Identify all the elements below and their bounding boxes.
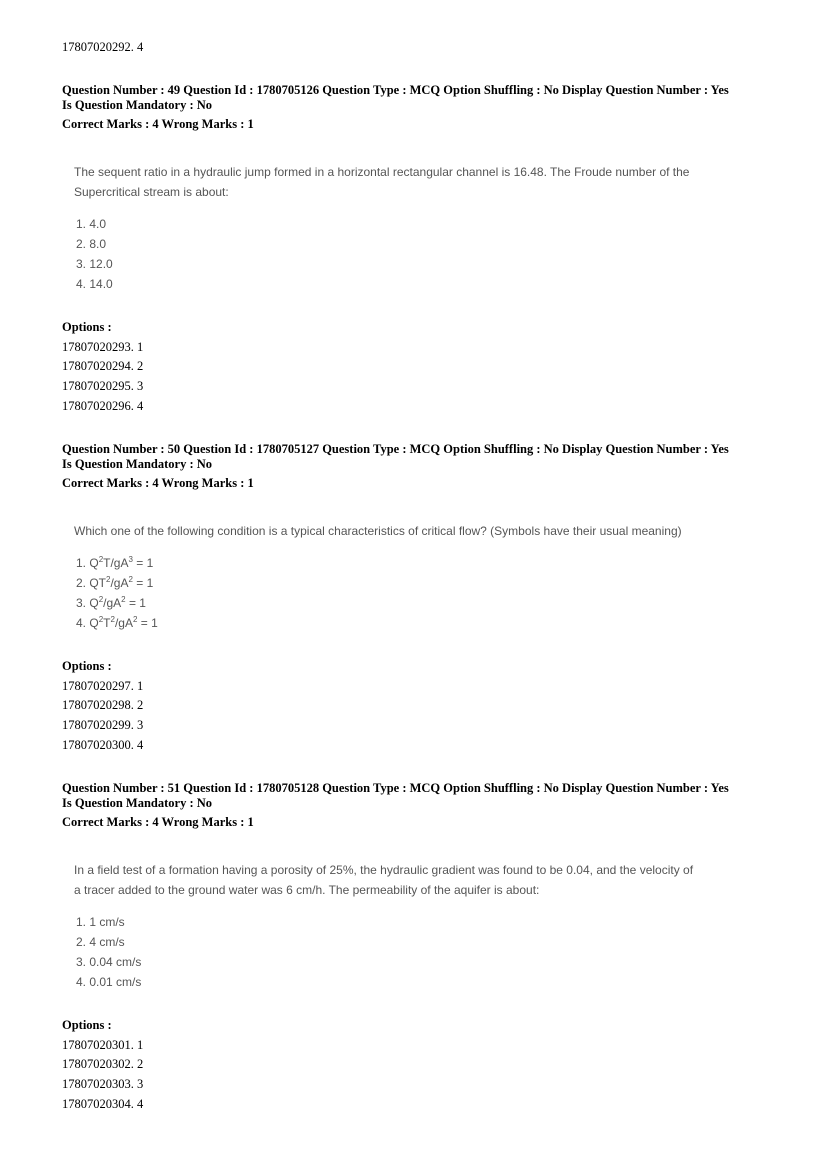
question-stem: Which one of the following condition is a typical characteristics of critical flow? (Symbols have their usual meaning) (74, 524, 682, 538)
choice-item: 3. 0.04 cm/s (76, 955, 142, 969)
option-id: 17807020303. 3 (62, 1077, 144, 1091)
option-id: 17807020294. 2 (62, 359, 144, 373)
choice-item: 1. 1 cm/s (76, 915, 125, 929)
question-stem: The sequent ratio in a hydraulic jump formed in a horizontal rectangular channel is 16.48. The Froude number of the (74, 165, 690, 179)
option-id: 17807020298. 2 (62, 698, 144, 712)
choice-item: 1. $Q^2T/gA^3 = 1$ (76, 555, 154, 570)
choice-item: 2. 8.0 (76, 237, 107, 251)
option-id: 17807020295. 3 (62, 379, 144, 393)
option-id: 17807020297. 1 (62, 679, 144, 693)
option-id: 17807020296. 4 (62, 399, 144, 413)
question-mandatory: Is Question Mandatory : No (62, 796, 213, 810)
option-id: 17807020302. 2 (62, 1057, 144, 1071)
option-id: 17807020299. 3 (62, 718, 144, 732)
question-stem-cont: a tracer added to the ground water was 6 cm/h. The permeability of the aquifer is about: (74, 883, 540, 897)
choice-item: 4. 14.0 (76, 277, 113, 291)
question-header: Question Number : 50 Question Id : 1780705127 Question Type : MCQ Option Shuffling : No Display Question Number : Yes (62, 442, 729, 456)
question-body-image (74, 860, 774, 992)
question-mandatory: Is Question Mandatory : No (62, 98, 213, 112)
option-id: 17807020300. 4 (62, 738, 144, 752)
choice-item: 1. 4.0 (76, 217, 107, 231)
choice-item: 4. $Q^2T^2/gA^2 = 1$ (76, 615, 158, 630)
choice-item: 2. $QT^2/gA^2 = 1$ (76, 575, 154, 590)
question-header: Question Number : 51 Question Id : 1780705128 Question Type : MCQ Option Shuffling : No Display Question Number : Yes (62, 781, 729, 795)
choice-item: 4. 0.01 cm/s (76, 975, 142, 989)
choice-item: 2. 4 cm/s (76, 935, 125, 949)
question-header: Question Number : 49 Question Id : 1780705126 Question Type : MCQ Option Shuffling : No Display Question Number : Yes (62, 83, 729, 97)
options-label: Options : (62, 659, 112, 673)
question-stem: In a field test of a formation having a porosity of 25%, the hydraulic gradient was found to be 0.04, and the velocity of (74, 863, 694, 877)
question-marks: Correct Marks : 4 Wrong Marks : 1 (62, 476, 254, 490)
previous-option-line: 17807020292. 4 (62, 40, 144, 54)
question-body-image (74, 521, 774, 633)
question-marks: Correct Marks : 4 Wrong Marks : 1 (62, 117, 254, 131)
choice-item: 3. $Q^2/gA^2 = 1$ (76, 595, 146, 610)
option-id: 17807020293. 1 (62, 340, 144, 354)
option-id: 17807020301. 1 (62, 1038, 144, 1052)
question-stem-cont: Supercritical stream is about: (74, 185, 229, 199)
options-label: Options : (62, 1018, 112, 1032)
options-label: Options : (62, 320, 112, 334)
question-mandatory: Is Question Mandatory : No (62, 457, 213, 471)
option-id: 17807020304. 4 (62, 1097, 144, 1111)
choice-item: 3. 12.0 (76, 257, 113, 271)
question-body-image (74, 162, 774, 294)
question-marks: Correct Marks : 4 Wrong Marks : 1 (62, 815, 254, 829)
